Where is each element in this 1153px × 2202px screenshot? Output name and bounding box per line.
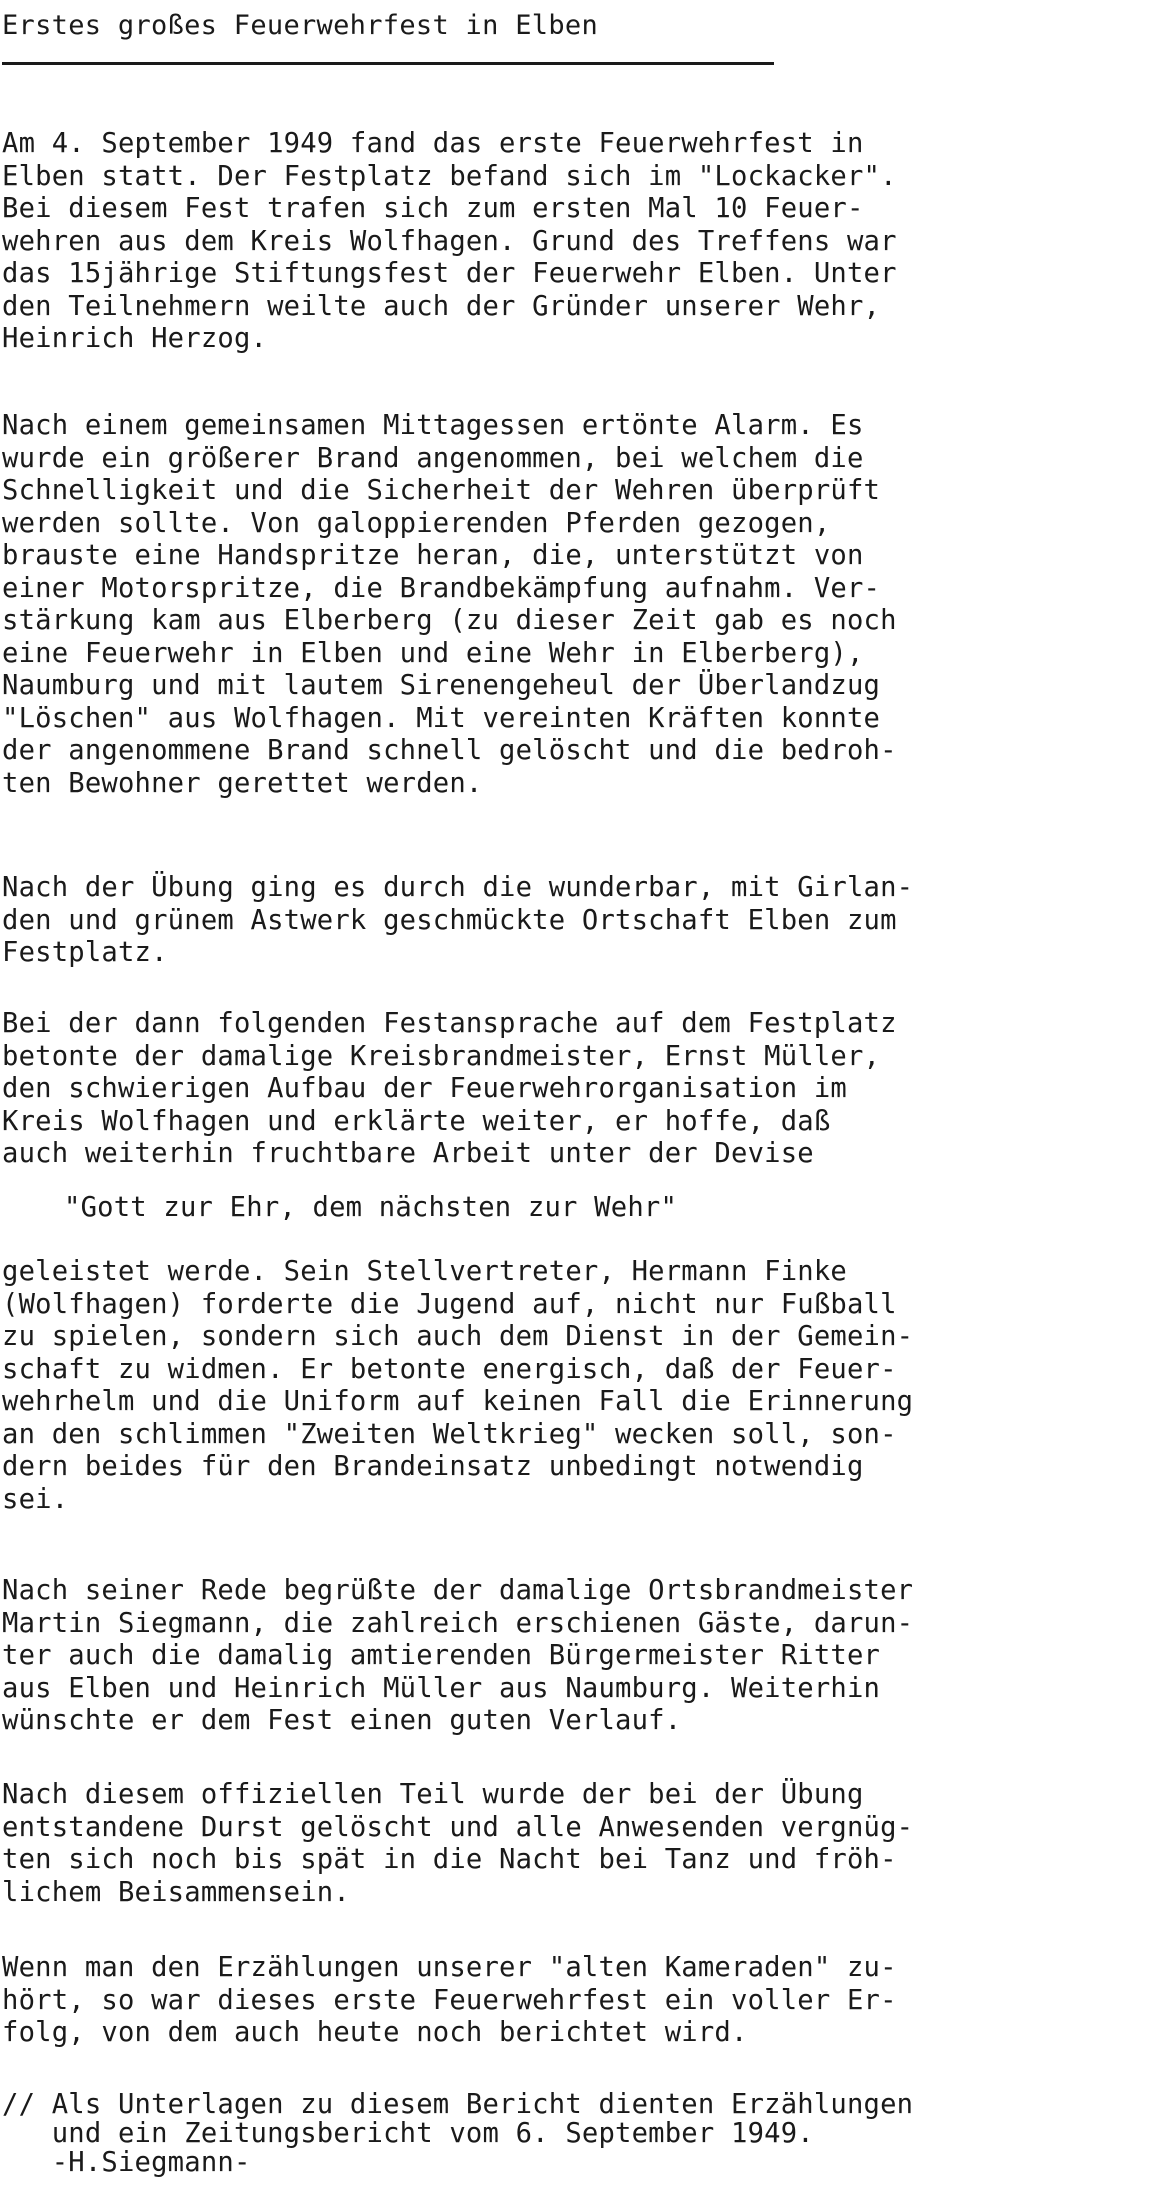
motto-quote: "Gott zur Ehr, dem nächsten zur Wehr" xyxy=(64,1192,678,1223)
paragraph-1: Am 4. September 1949 fand das erste Feuerwehrfest in Elben statt. Der Festplatz befand sich im "Lockacker". Bei diesem Fest trafen sich zum ersten Mal 10 Feuer- wehren aus dem Kreis Wolfhagen. Grund des Treffens war das 15jährige Stiftungsfest der Feuerwehr Elben. Unter den Teilnehmern weilte auch der Gründer unserer Wehr, Heinrich Herzog. xyxy=(2,128,897,354)
paragraph-7: Nach diesem offiziellen Teil wurde der bei der Übung entstandene Durst gelöscht und alle Anwesenden vergnüg- ten sich noch bis spät in die Nacht bei Tanz und fröh- lichem Beisammensein. xyxy=(2,1779,914,1908)
paragraph-8: Wenn man den Erzählungen unserer "alten Kameraden" zu- hört, so war dieses erste Feuerwehrfest ein voller Er- folg, von dem auch heute noch berichtet wird. xyxy=(2,1952,897,2048)
title-underline xyxy=(2,62,774,65)
source-footnote: // Als Unterlagen zu diesem Bericht dienten Erzählungen und ein Zeitungsbericht vom 6. September 1949. -H.Siegmann- xyxy=(2,2089,914,2178)
paragraph-4: Bei der dann folgenden Festansprache auf dem Festplatz betonte der damalige Kreisbrandmeister, Ernst Müller, den schwierigen Aufbau der Feuerwehrorganisation im Kreis Wolfhagen und erklärte weiter, er hoffe, daß auch weiterhin fruchtbare Arbeit unter der Devise xyxy=(2,1008,897,1169)
paragraph-3: Nach der Übung ging es durch die wunderbar, mit Girlan- den und grünem Astwerk geschmückte Ortschaft Elben zum Festplatz. xyxy=(2,872,914,968)
paragraph-5: geleistet werde. Sein Stellvertreter, Hermann Finke (Wolfhagen) forderte die Jugend auf, nicht nur Fußball zu spielen, sondern sich auch dem Dienst in der Gemein- schaft zu widmen. Er betonte energisch, daß der Feuer- wehrhelm und die Uniform auf keinen Fall die Erinnerung an den schlimmen "Zweiten Weltkrieg" wecken soll, son- dern beides für den Brandeinsatz unbedingt notwendig sei. xyxy=(2,1256,914,1515)
document-title: Erstes großes Feuerwehrfest in Elben xyxy=(2,10,598,41)
paragraph-2: Nach einem gemeinsamen Mittagessen ertönte Alarm. Es wurde ein größerer Brand angenommen, bei welchem die Schnelligkeit und die Sicherheit der Wehren überprüft werden sollte. Von galoppierenden Pferden gezogen, brauste eine Handspritze heran, die, unterstützt von einer Motorspritze, die Brandbekämpfung aufnahm. Ver- stärkung kam aus Elberberg (zu dieser Zeit gab es noch eine Feuerwehr in Elben und eine Wehr in Elberberg), Naumburg und mit lautem Sirenengeheul der Überlandzug "Löschen" aus Wolfhagen. Mit vereinten Kräften konnte der angenommene Brand schnell gelöscht und die bedroh- ten Bewohner gerettet werden. xyxy=(2,410,897,799)
paragraph-6: Nach seiner Rede begrüßte der damalige Ortsbrandmeister Martin Siegmann, die zahlreich erschienen Gäste, darun- ter auch die damalig amtierenden Bürgermeister Ritter aus Elben und Heinrich Müller aus Naumburg. Weiterhin wünschte er dem Fest einen guten Verlauf. xyxy=(2,1575,914,1736)
